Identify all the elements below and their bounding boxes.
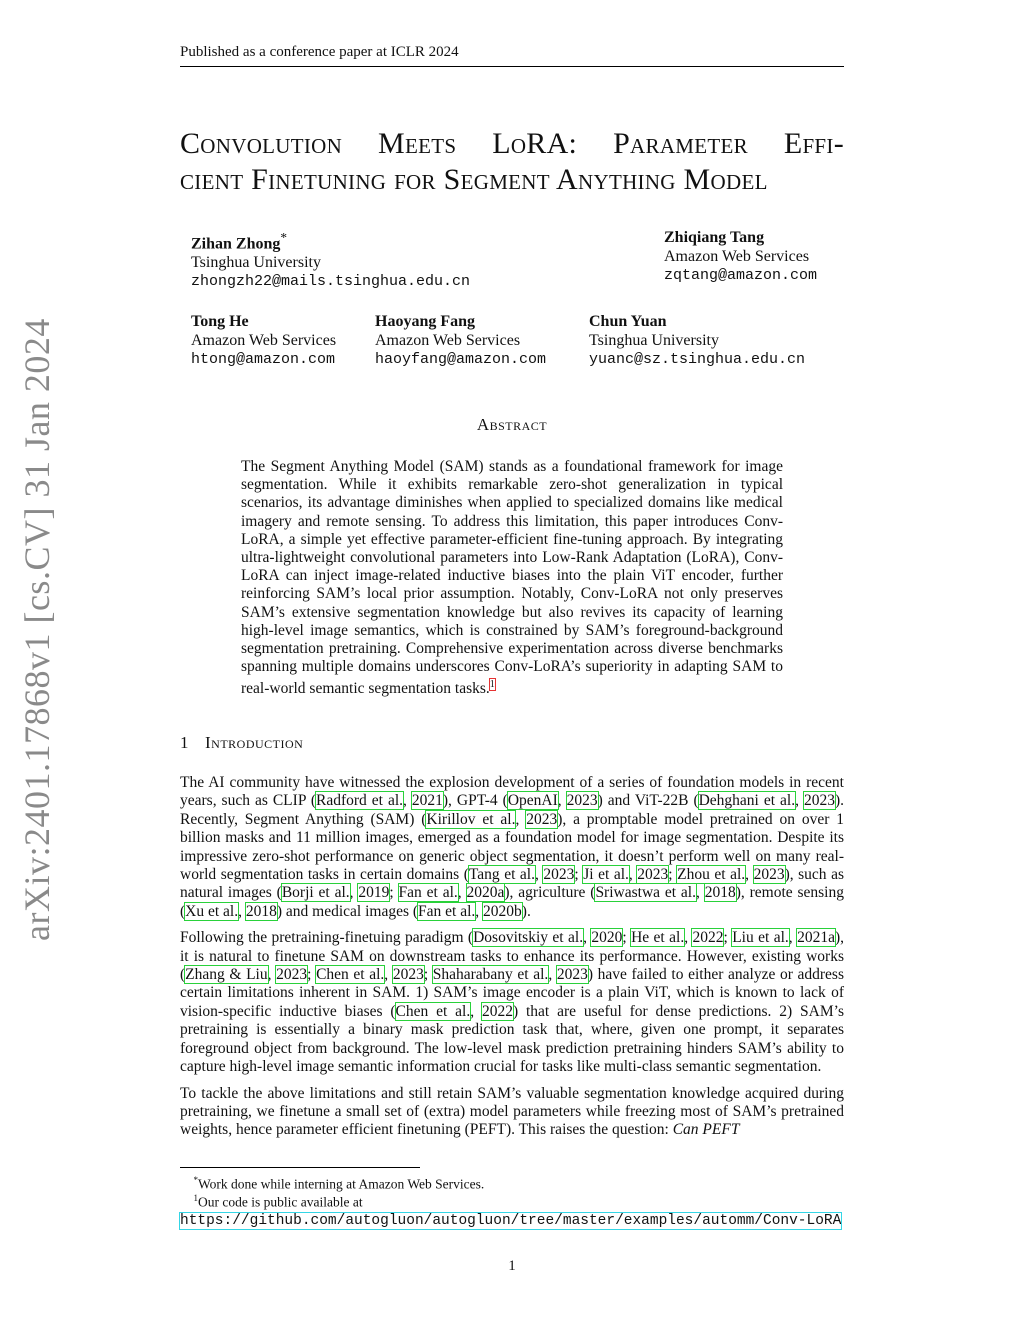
citation-link[interactable]: 2021: [411, 792, 443, 810]
citation-link[interactable]: 2023: [526, 810, 558, 828]
running-head: Published as a conference paper at ICLR 2024: [180, 44, 459, 60]
citation-link[interactable]: 2023: [566, 792, 598, 810]
citation-link[interactable]: 2020: [591, 929, 623, 947]
author-email[interactable]: zqtang@amazon.com: [664, 267, 818, 284]
author-affiliation: Amazon Web Services: [191, 332, 337, 349]
footnote-rule: [180, 1167, 420, 1168]
citation-link[interactable]: Sriwastwa et al.: [595, 884, 696, 902]
author-block: [589, 312, 805, 369]
citation-link[interactable]: 2022: [692, 929, 724, 947]
citation-link[interactable]: He et al.: [631, 929, 685, 947]
title-word: Parameter: [613, 127, 748, 160]
title-word: Meets: [377, 127, 457, 160]
arxiv-sidebar-stamp: arXiv:2401.17868v1 [cs.CV] 31 Jan 2024: [17, 318, 57, 941]
author-block: [375, 312, 546, 369]
body-text: [180, 774, 844, 1148]
citation-link[interactable]: 2023: [543, 866, 575, 884]
citation-link[interactable]: Chen et al.: [316, 966, 385, 984]
citation-link[interactable]: 2020a: [466, 884, 505, 902]
section-number: 1: [180, 733, 189, 752]
footnote-link[interactable]: 1: [489, 679, 495, 691]
title-word: Convolution: [180, 127, 343, 160]
abstract-text: The Segment Anything Model (SAM) stands as a foundational framework for image segmentation. While it exhibits remarkable zero-shot generalization in typical scenarios, its advantage diminishes when applied to specialized domains like medical imagery and remote sensing. To address this limitation, this paper introduces Conv-LoRA, a simple yet effective parameter-efficient fine-tuning approach. By integrating ultra-lightweight convolutional parameters into Low-Rank Adaptation (LoRA), Conv-LoRA can inject image-related inductive biases into the plain ViT encoder, further reinforcing SAM’s local prior assumption. Notably, Conv-LoRA not only preserves SAM’s extensive segmentation knowledge but also revives its capacity of learning high-level image semantics, which is constrained by SAM’s foreground-background segmentation pretraining. Comprehensive experimentation across diverse benchmarks spanning multiple domains underscores Conv-LoRA’s superiority in adapting SAM to real-world semantic segmentation tasks.$^1$: [241, 458, 783, 698]
author-block: [191, 312, 336, 369]
author-email[interactable]: yuanc@sz.tsinghua.edu.cn: [589, 351, 806, 368]
paragraph: The AI community have witnessed the explosion development of a series of foundation models in recent years, such as CLIP (Radford et al., 2021), GPT-4 (OpenAI, 2023) and ViT-22B (Dehghani et al., 2023). Recently, Segment Anything (SAM) (Kirillov et al., 2023), a promptable model pretrained on over 1 billion masks and 11 million images, emerged as a foundation model for image segmentation. Despite its impressive zero-shot performance on generic object segmentation, it doesn’t perform well on many real-world segmentation tasks in certain domains (Tang et al., 2023; Ji et al., 2023; Zhou et al., 2023), such as natural images (Borji et al., 2019; Fan et al., 2020a), agriculture (Sriwastwa et al., 2018), remote sensing (Xu et al., 2018) and medical images (Fan et al., 2020b).: [180, 774, 845, 920]
author-name: Chun Yuan: [589, 313, 667, 330]
page-number: 1: [508, 1258, 516, 1274]
paragraph: Following the pretraining-finetuing paradigm (Dosovitskiy et al., 2020; He et al., 2022; Liu et al., 2021a), it is natural to finetune SAM on downstream tasks to enhance its performance. However, existing works (Zhang & Liu, 2023; Chen et al., 2023; Shaharabany et al., 2023) have failed to either analyze or address certain limitations inherent in SAM. 1) SAM’s image encoder is a plain ViT, which is known to lack of vision-specific inductive biases (Chen et al., 2022) that are useful for dense predictions. 2) SAM’s pretraining is essentially a binary mask prediction task that, where, given one prompt, it separates foreground object from background. The low-level mask prediction pretraining hinders SAM’s ability to capture high-level image semantic information crucial for tasks like multi-class semantic segmentation.: [180, 929, 844, 1076]
citation-link[interactable]: 2023: [803, 792, 835, 810]
author-affiliation: Amazon Web Services: [664, 248, 810, 265]
citation-link[interactable]: Borji et al.: [281, 884, 350, 902]
author-email[interactable]: haoyfang@amazon.com: [375, 351, 547, 368]
author-footnote-mark: *: [280, 230, 288, 245]
citation-link[interactable]: Zhou et al.: [677, 866, 746, 884]
author-block: [191, 228, 470, 291]
author-name: Zhiqiang Tang: [664, 229, 765, 246]
citation-link[interactable]: 2020b: [483, 902, 522, 920]
footnote: *Work done while interning at Amazon Web Services.: [193, 1175, 485, 1192]
author-affiliation: Tsinghua University: [589, 332, 719, 349]
abstract-heading: Abstract: [476, 415, 548, 434]
author-email[interactable]: zhongzh22@mails.tsinghua.edu.cn: [191, 273, 471, 291]
citation-link[interactable]: Fan et al.: [398, 884, 458, 902]
code-url-link[interactable]: https://github.com/autogluon/autogluon/tree/master/examples/automm/Conv-LoRA: [180, 1212, 842, 1229]
citation-link[interactable]: Fan et al.: [418, 902, 476, 920]
author-block: [664, 228, 817, 285]
citation-link[interactable]: Chen et al.: [395, 1002, 471, 1020]
citation-link[interactable]: Kirillov et al.: [426, 810, 516, 828]
citation-link[interactable]: 2021a: [797, 929, 835, 947]
citation-link[interactable]: 2018: [704, 884, 736, 902]
citation-link[interactable]: 2023: [753, 866, 785, 884]
footnote: $^1$Our code is public available at https://github.com/autogluon/autogluon/tree/master/examples/automm/Conv-LoRA: [180, 1193, 842, 1229]
author-name: Tong He: [191, 313, 249, 330]
title-word: Effi-: [783, 127, 844, 160]
title-line-2: cient Finetuning for Segment Anything Model: [180, 163, 768, 196]
paper-title: [180, 126, 844, 198]
citation-link[interactable]: Liu et al.: [732, 929, 789, 947]
section-title: Introduction: [205, 733, 304, 752]
citation-link[interactable]: 2019: [358, 884, 390, 902]
citation-link[interactable]: 2023: [637, 866, 669, 884]
author-affiliation: Amazon Web Services: [375, 332, 521, 349]
citation-link[interactable]: 2023: [276, 966, 308, 984]
title-word: LoRA:: [492, 127, 578, 160]
paragraph: To tackle the above limitations and still retain SAM’s valuable segmentation knowledge acquired during pretraining, we finetune a small set of (extra) model parameters while freezing most of SAM’s pretrained weights, hence parameter efficient finetuning (PEFT). This raises the question: Can PEFT: [180, 1084, 844, 1139]
title-line-1: [180, 126, 844, 162]
section-heading: [180, 733, 303, 753]
citation-link[interactable]: OpenAI: [507, 792, 558, 810]
citation-link[interactable]: Tang et al.: [468, 866, 535, 884]
citation-link[interactable]: Dosovitskiy et al.: [473, 929, 584, 947]
citation-link[interactable]: 2023: [392, 966, 424, 984]
author-affiliation: Tsinghua University: [191, 254, 321, 272]
author-email[interactable]: htong@amazon.com: [191, 351, 336, 368]
citation-link[interactable]: 2018: [245, 902, 277, 920]
citation-link[interactable]: Ji et al.: [583, 866, 629, 884]
author-name: Zihan Zhong: [191, 235, 281, 253]
citation-link[interactable]: Dehghani et al.: [698, 792, 796, 810]
author-name: Haoyang Fang: [375, 313, 476, 330]
citation-link[interactable]: 2023: [556, 966, 588, 984]
footnote-mark: 1: [193, 1193, 198, 1203]
citation-link[interactable]: Zhang & Liu: [185, 966, 268, 984]
citation-link[interactable]: Shaharabany et al.: [432, 966, 549, 984]
citation-link[interactable]: Xu et al.: [185, 902, 239, 920]
header-rule: [180, 66, 844, 67]
footnote-mark: *: [193, 1175, 198, 1185]
citation-link[interactable]: 2022: [481, 1002, 513, 1020]
citation-link[interactable]: Radford et al.: [316, 792, 404, 810]
